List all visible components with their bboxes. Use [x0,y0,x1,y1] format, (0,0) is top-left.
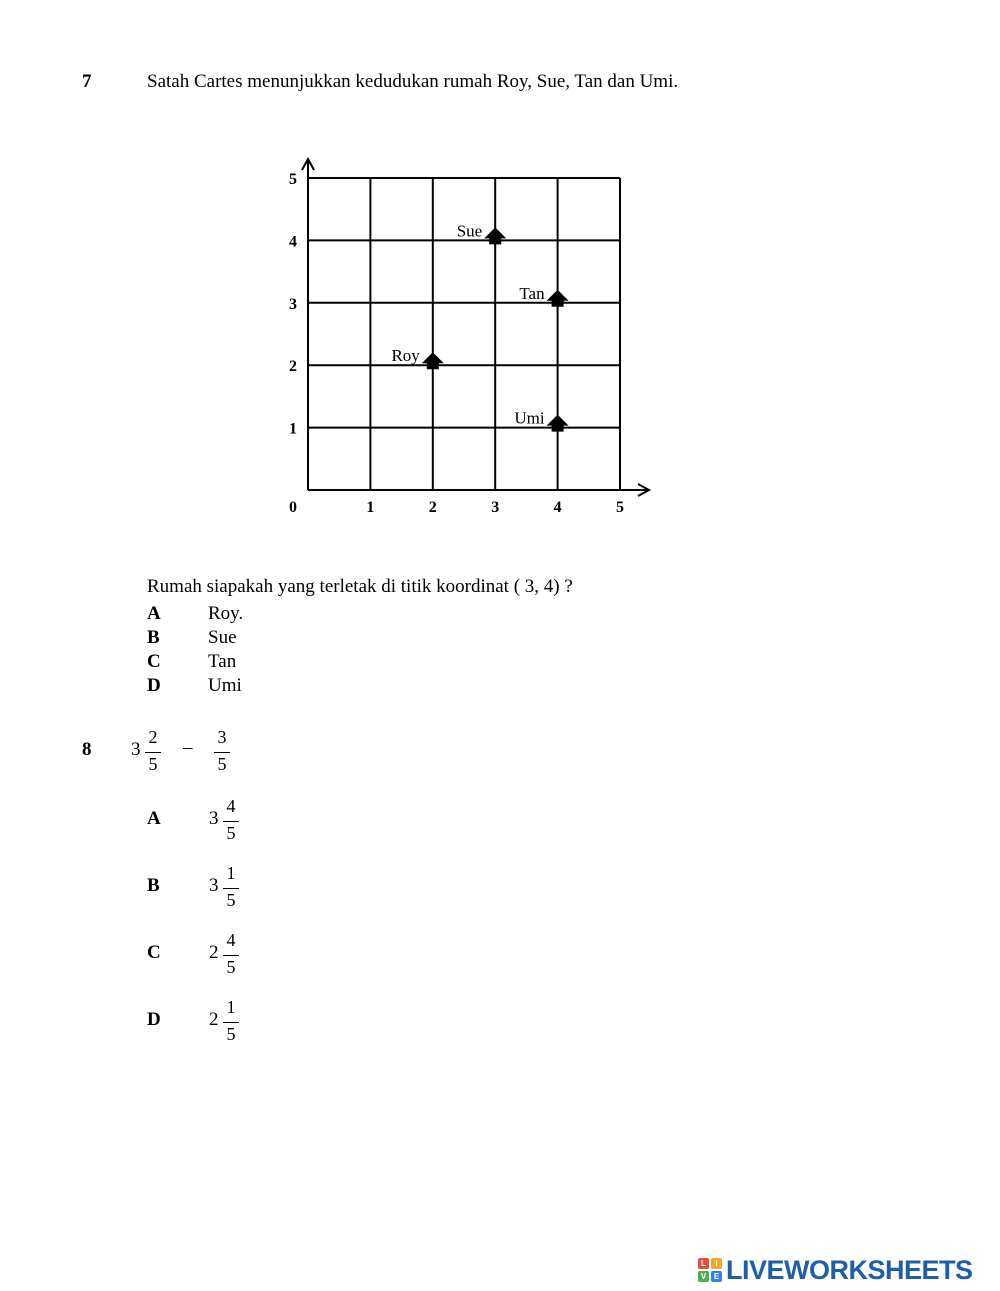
numerator: 4 [226,930,236,950]
whole-number: 2 [209,1009,219,1030]
house-icon [547,290,569,307]
y-tick-label: 2 [289,358,297,376]
x-tick-label: 2 [428,499,437,516]
minus-operator: – [183,737,193,758]
y-tick-label: 1 [289,420,297,438]
brand-name: LIVEWORKSHEETS [726,1254,973,1285]
question-8-option-d[interactable] [147,997,257,1049]
denominator: 5 [226,823,236,843]
question-7-option-a[interactable] [147,603,161,625]
numerator: 2 [148,727,158,747]
cartesian-plane [270,135,670,525]
denominator: 5 [226,1024,236,1044]
option-letter: A [147,808,161,829]
denominator: 5 [226,890,236,910]
fraction-bar [223,1022,239,1023]
house-icon [547,415,569,432]
logo-letter: V [698,1271,709,1282]
house-icon [422,352,444,369]
whole-number: 3 [209,875,219,896]
house-icon [484,227,506,244]
y-tick-label: 5 [289,171,297,188]
question-7-number: 7 [82,71,92,92]
x-tick-label: 5 [616,499,624,516]
numerator: 3 [217,727,227,747]
y-tick-label: 4 [289,233,297,251]
question-7-option-b[interactable] [147,627,160,649]
question-8-option-a[interactable] [147,796,257,848]
x-tick-label: 1 [366,499,375,516]
option-letter: B [147,627,160,648]
option-letter: A [147,603,161,624]
x-tick-label: 0 [289,499,297,516]
fraction-bar [145,752,161,753]
numerator: 1 [226,997,236,1017]
question-7-prompt: Rumah siapakah yang terletak di titik koordinat ( 3, 4) ? [147,576,573,597]
option-letter: D [147,1009,161,1030]
liveworksheets-logo [698,1255,973,1285]
x-tick-label: 3 [491,499,500,516]
fraction-bar [223,955,239,956]
option-letter: C [147,942,161,963]
house-markers [391,221,568,431]
question-7-intro: Satah Cartes menunjukkan kedudukan rumah Roy, Sue, Tan dan Umi. [147,71,679,92]
question-7-option-d[interactable] [147,675,161,697]
numerator: 1 [226,863,236,883]
option-letter: D [147,675,161,696]
fraction-bar [214,752,230,753]
question-8-option-c[interactable] [147,930,257,982]
option-letter: B [147,875,160,896]
point-label-tan: Tan [519,283,545,303]
fraction-bar [223,821,239,822]
numerator: 4 [226,796,236,816]
point-label-sue: Sue [456,221,483,241]
whole-number: 2 [209,942,219,963]
denominator: 5 [226,957,236,977]
axes [302,159,649,496]
option-text: Roy. [208,603,244,624]
question-8-number: 8 [82,739,92,760]
denominator: 5 [148,754,158,774]
option-text: Umi [208,675,242,696]
logo-letter: L [698,1258,709,1269]
denominator: 5 [217,754,227,774]
question-7-option-c[interactable] [147,651,161,673]
option-letter: C [147,651,161,672]
logo-mark [698,1258,722,1282]
option-text: Sue [208,627,237,648]
whole-number: 3 [131,739,141,760]
fraction-bar [223,888,239,889]
point-label-umi: Umi [514,408,545,428]
y-tick-label: 3 [289,295,297,313]
logo-letter: I [711,1258,722,1269]
x-tick-label: 4 [553,499,562,516]
logo-letter: E [711,1271,722,1282]
question-8-option-b[interactable] [147,863,257,915]
point-label-roy: Roy [391,346,420,366]
option-text: Tan [208,651,237,672]
whole-number: 3 [209,808,219,829]
